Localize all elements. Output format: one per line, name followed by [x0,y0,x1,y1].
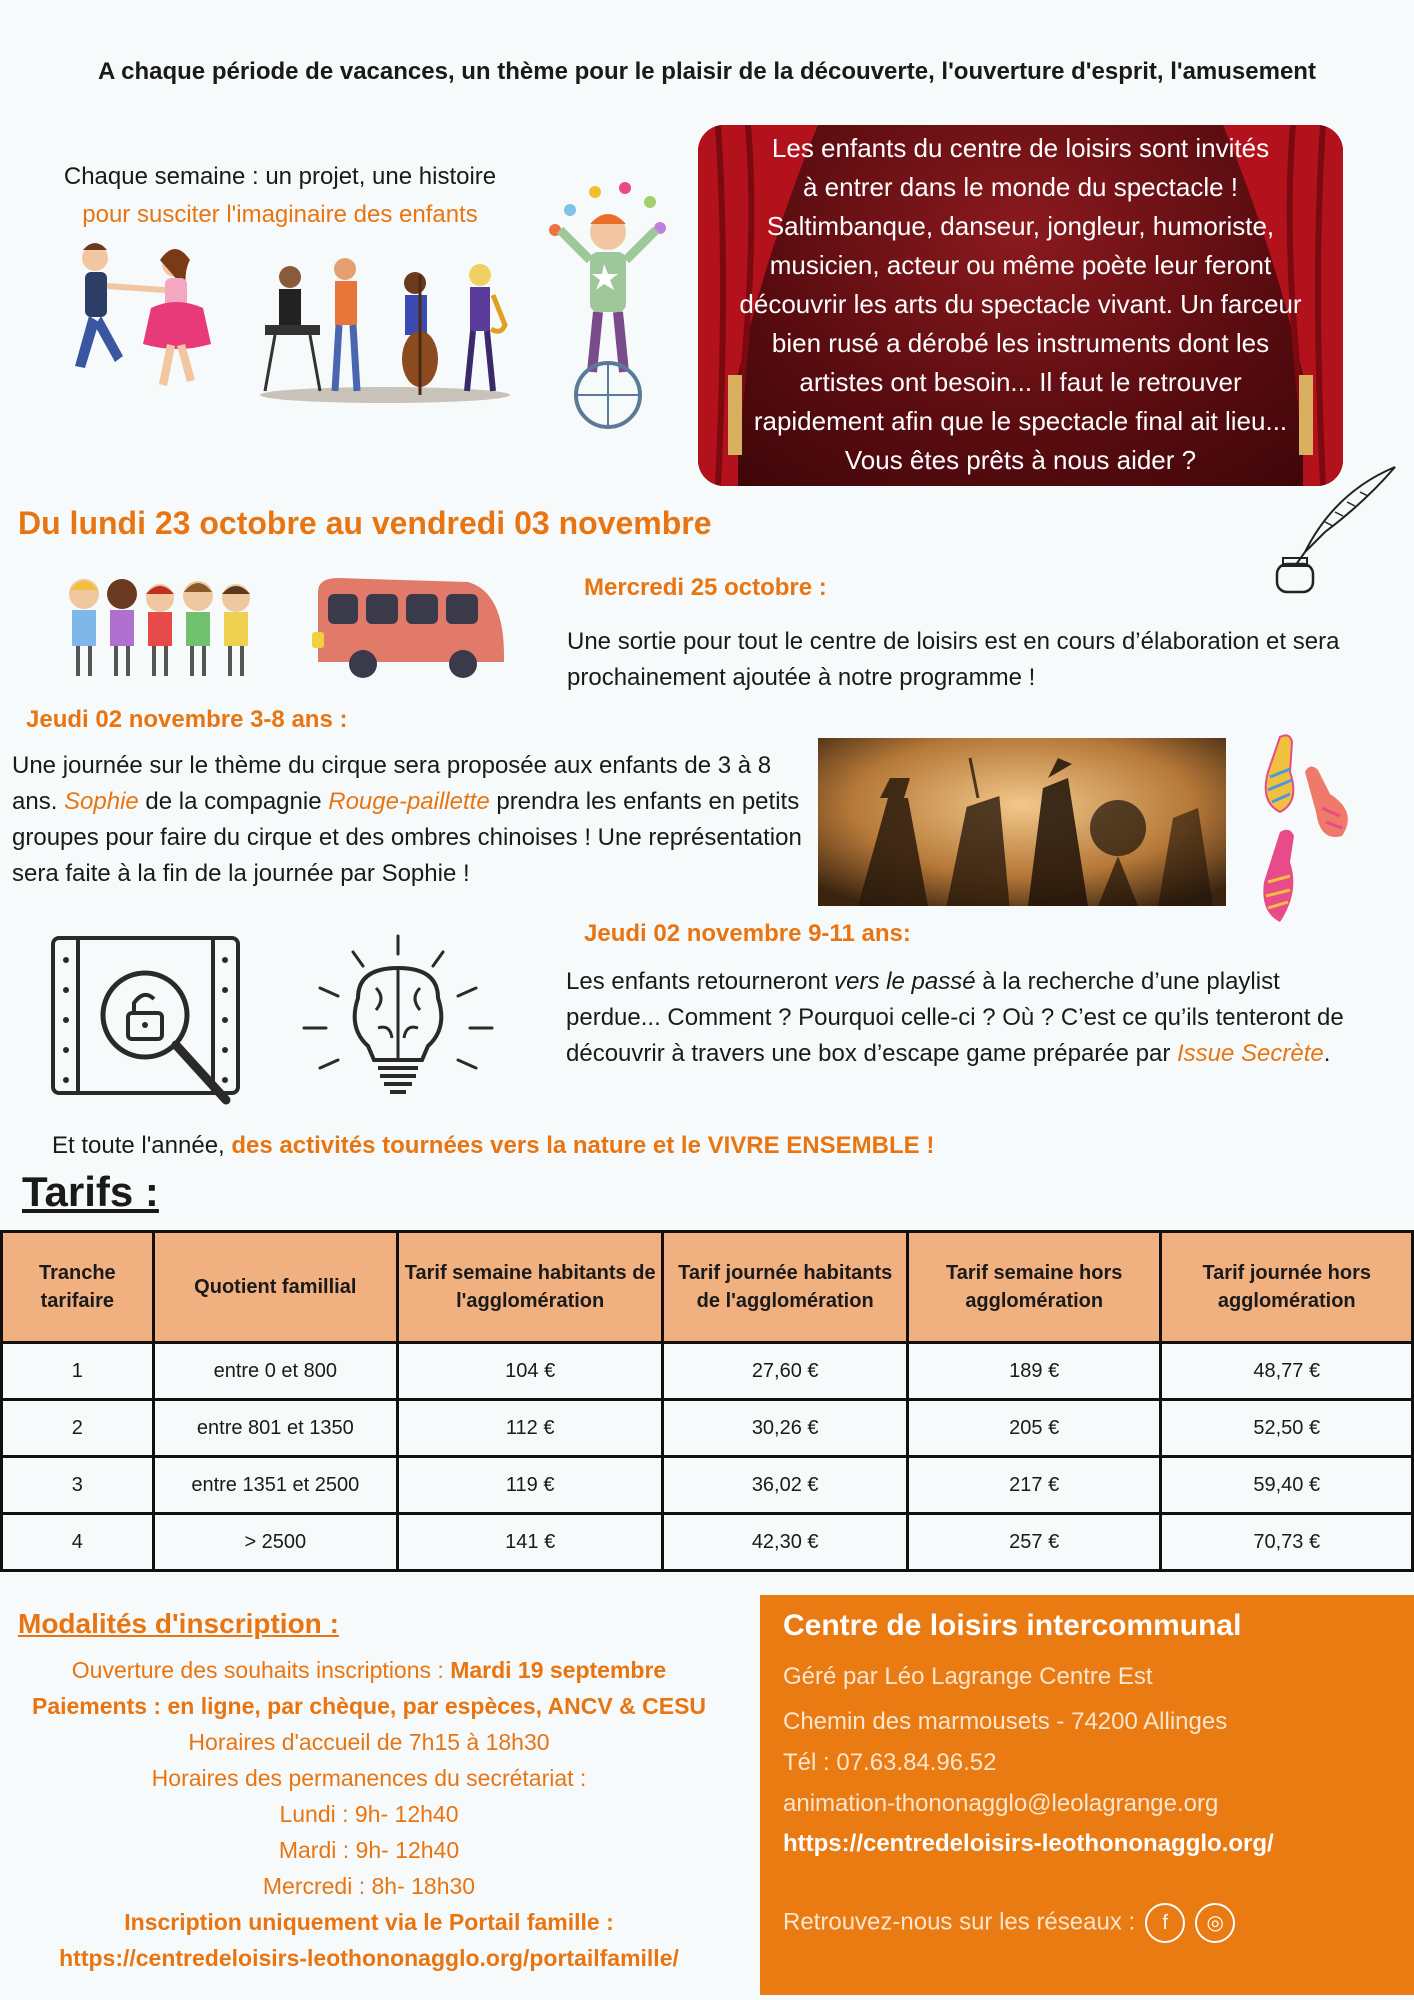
column-header: Quotient famillial [153,1232,397,1343]
centre-address: Chemin des marmousets - 74200 Allinges [783,1708,1228,1735]
theater-line: Les enfants du centre de loisirs sont invités [771,133,1270,163]
juggling-clubs-illustration [1250,732,1360,932]
text-part: de la compagnie [138,788,329,815]
table-row [2,1457,1413,1514]
thursday-9-11-heading: Jeudi 02 novembre 9-11 ans: [584,920,911,947]
tuesday-hours: Mardi : 9h- 12h40 [278,1837,460,1863]
child-figure [107,579,137,676]
modalites-title: Modalités d'inscription : [18,1608,339,1639]
table-cell: 205 € [907,1400,1160,1457]
table-cell: 189 € [907,1343,1160,1400]
table-cell: 257 € [907,1514,1160,1571]
table-row [2,1400,1413,1457]
juggler-illustration [540,180,675,430]
table-header-row [2,1232,1413,1343]
bus-icon [308,572,508,684]
social-line [783,1903,1235,1943]
emphasis-text: vers le passé [834,968,976,995]
table-cell: 3 [2,1457,154,1514]
table-cell: 217 € [907,1457,1160,1514]
table-cell: 27,60 € [663,1343,908,1400]
text-part: Les enfants retourneront [566,968,835,995]
theater-line: Saltimbanque, danseur, jongleur, humoriste, [766,211,1275,241]
theater-line: découvrir les arts du spectacle vivant. Un farceur [739,289,1302,319]
period-heading: Du lundi 23 octobre au vendredi 03 novembre [18,505,712,541]
sophie-name: Sophie [64,788,139,815]
issue-secrete-name: Issue Secrète [1177,1040,1324,1067]
intro-text [30,158,530,234]
theater-line: musicien, acteur ou même poète leur feront [769,250,1272,280]
year-activities-line [52,1128,934,1164]
theater-line: bien rusé a dérobé les instruments dont les [771,328,1270,358]
child-figure [222,584,250,676]
company-name: Rouge-paillette [328,788,490,815]
theater-line: à entrer dans le monde du spectacle ! [802,172,1239,202]
page-tagline: A chaque période de vacances, un thème pour le plaisir de la découverte, l'ouverture d'esprit, l'amusement [98,58,1316,85]
text-part: prendra les enfants en petits groupes pour faire du cirque et des ombres chinoises ! Une représentation sera faite à la fin de la journée par Sophie ! [12,788,802,887]
thursday-3-8-text [12,748,802,892]
theater-line: Vous êtes prêts à nous aider ? [844,445,1197,475]
opening-line [0,1652,738,1688]
children-illustration [62,572,257,682]
table-cell: 36,02 € [663,1457,908,1514]
opening-date: Mardi 19 septembre [450,1657,667,1683]
centre-email[interactable]: animation-thononagglo@leolagrange.org [783,1790,1219,1817]
intro-line-2: pour susciter l'imaginaire des enfants [82,201,478,228]
table-cell: entre 1351 et 2500 [153,1457,397,1514]
hours-line: Horaires d'accueil de 7h15 à 18h30 [188,1729,550,1755]
modalites-block [0,1652,738,1976]
table-row [2,1514,1413,1571]
table-cell: > 2500 [153,1514,397,1571]
table-cell: 141 € [397,1514,662,1571]
thursday-3-8-heading: Jeudi 02 novembre 3-8 ans : [26,706,348,733]
column-header: Tarif journée hors agglomération [1161,1232,1413,1343]
table-cell: 104 € [397,1343,662,1400]
escape-box-icon [50,935,240,1115]
table-cell: entre 0 et 800 [153,1343,397,1400]
shadow-puppets-photo [818,738,1226,906]
table-cell: 70,73 € [1161,1514,1413,1571]
instagram-icon[interactable]: ◎ [1195,1903,1235,1943]
year-highlight: des activités tournées vers la nature et le VIVRE ENSEMBLE ! [231,1132,935,1159]
centre-url[interactable]: https://centredeloisirs-leothononagglo.org/ [783,1830,1274,1857]
text-part: Ouverture des souhaits inscriptions : [71,1657,451,1683]
social-label: Retrouvez-nous sur les réseaux : [783,1908,1136,1936]
centre-managed: Géré par Léo Lagrange Centre Est [783,1663,1153,1690]
child-figure [183,581,213,676]
theater-line: artistes ont besoin... Il faut le retrouver [799,367,1242,397]
wednesday-heading: Mercredi 25 octobre : [584,574,827,601]
table-cell: 52,50 € [1161,1400,1413,1457]
table-cell: 112 € [397,1400,662,1457]
payments-line: Paiements : en ligne, par chèque, par espèces, ANCV & CESU [31,1693,707,1719]
brain-bulb-icon [298,928,498,1108]
table-cell: 1 [2,1343,154,1400]
table-row [2,1343,1413,1400]
tarifs-title: Tarifs : [22,1168,159,1215]
table-cell: entre 801 et 1350 [153,1400,397,1457]
table-cell: 42,30 € [663,1514,908,1571]
text-part: . [1323,1040,1331,1067]
table-cell: 48,77 € [1161,1343,1413,1400]
centre-info-box [760,1595,1414,1995]
dancers-illustration [55,238,225,408]
quill-inkwell-icon [1265,462,1405,594]
child-figure [69,579,99,676]
wednesday-hours: Mercredi : 8h- 18h30 [262,1873,476,1899]
monday-hours: Lundi : 9h- 12h40 [279,1801,459,1827]
text-part: Une journée sur le thème du cirque sera proposée aux enfants de 3 à 8 ans. [12,752,772,815]
tarifs-table [0,1230,1414,1572]
text-part: Et toute l'année, [52,1132,232,1159]
wednesday-text: Une sortie pour tout le centre de loisirs est en cours d’élaboration et sera prochainement ajoutée à notre programme ! [567,628,1340,691]
column-header: Tarif journée habitants de l'agglomération [663,1232,908,1343]
centre-phone: Tél : 07.63.84.96.52 [783,1749,997,1776]
theater-text [698,125,1343,480]
band-illustration [255,255,515,405]
portal-line: Inscription uniquement via le Portail famille : [124,1909,614,1935]
column-header: Tranche tarifaire [2,1232,154,1343]
portal-link[interactable]: https://centredeloisirs-leothononagglo.org/portailfamille/ [59,1945,679,1971]
table-cell: 59,40 € [1161,1457,1413,1514]
column-header: Tarif semaine habitants de l'agglomération [397,1232,662,1343]
table-cell: 4 [2,1514,154,1571]
intro-line-1: Chaque semaine : un projet, une histoire [63,163,497,190]
theater-curtain [698,125,1343,486]
thursday-9-11-text [566,964,1356,1072]
theater-line: rapidement afin que le spectacle final ait lieu... [753,406,1288,436]
permanences-line: Horaires des permanences du secrétariat : [151,1765,587,1791]
table-cell: 30,26 € [663,1400,908,1457]
child-figure [146,584,174,676]
text-part: à la recherche d’une playlist perdue... Comment ? Pourquoi celle-ci ? Où ? C’est ce qu’ils tenteront de découvrir à travers une box d’escape game préparée par [566,968,1344,1067]
centre-title: Centre de loisirs intercommunal [783,1609,1242,1642]
table-cell: 2 [2,1400,154,1457]
facebook-icon[interactable]: f [1145,1903,1185,1943]
column-header: Tarif semaine hors agglomération [907,1232,1160,1343]
table-cell: 119 € [397,1457,662,1514]
